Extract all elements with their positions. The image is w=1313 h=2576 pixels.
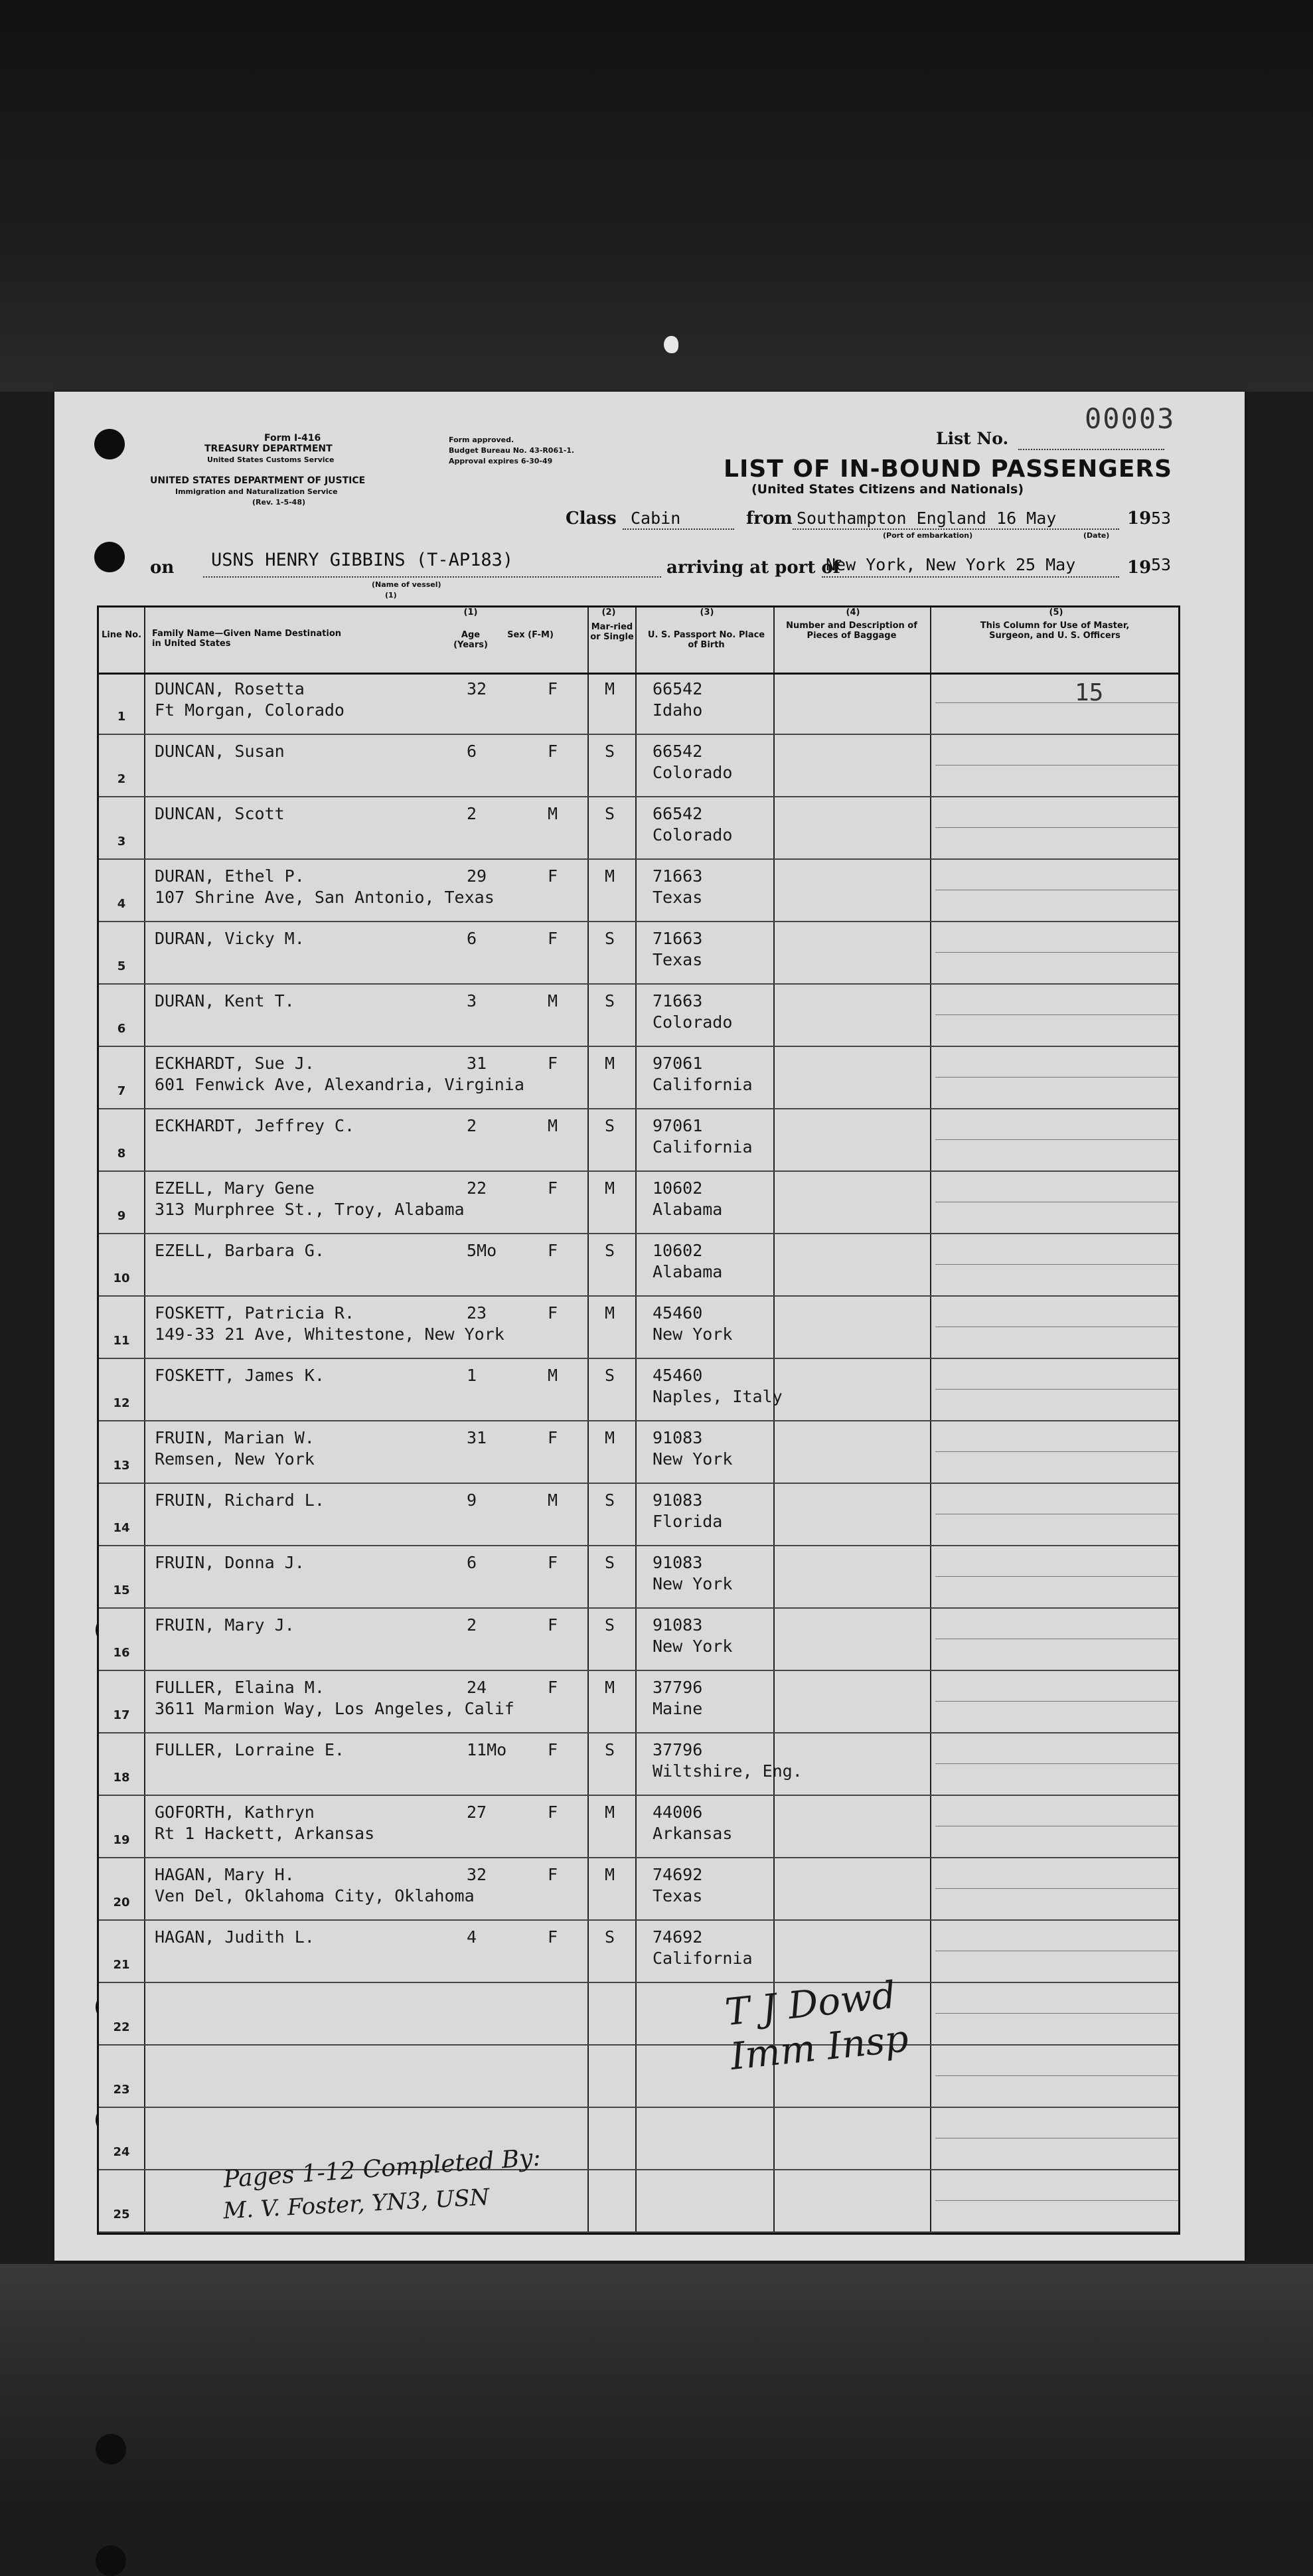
arrival-year-prefix: 19 [1127,558,1152,578]
class-label: Class [566,509,617,528]
marital-status: S [605,804,615,823]
from-year: 53 [1151,509,1172,528]
row-divider [99,1607,1178,1609]
marital-status: M [605,1303,615,1323]
passenger-age: 11Mo [467,1740,507,1759]
page-title: LIST OF IN-BOUND PASSENGERS [724,455,1173,483]
passport-number: 10602 [653,1178,703,1198]
line-number: 22 [113,2020,130,2034]
passenger-age: 4 [467,1927,477,1947]
passenger-sex: F [548,1553,558,1572]
passenger-age: 9 [467,1490,477,1510]
place-of-birth: Colorado [653,825,733,845]
place-of-birth: New York [653,1449,733,1469]
list-number-label: List No. [936,429,1009,448]
marital-status: S [605,1927,615,1947]
line-number: 24 [113,2145,130,2159]
table-row [99,1298,1178,1360]
passenger-name: HAGAN, Judith L. [155,1927,315,1947]
marital-status: S [605,1615,615,1635]
passenger-sex: F [548,1178,558,1198]
passenger-sex: M [548,1116,558,1135]
passenger-name: HAGAN, Mary H. [155,1865,295,1884]
place-of-birth: Colorado [653,1012,733,1032]
punch-hole [96,2434,126,2464]
passenger-destination: 313 Murphree St., Troy, Alabama [155,1200,465,1219]
passport-number: 74692 [653,1927,703,1947]
passenger-age: 6 [467,742,477,761]
row-divider [99,1046,1178,1047]
place-of-birth: Florida [653,1512,723,1531]
passport-number: 66542 [653,742,703,761]
row-subdivider [935,1576,1178,1577]
row-subdivider [935,2013,1178,2014]
passenger-name: FRUIN, Marian W. [155,1428,315,1447]
table-row [99,799,1178,861]
row-subdivider [935,1451,1178,1452]
passenger-destination: 107 Shrine Ave, San Antonio, Texas [155,888,495,907]
table-row [99,1360,1178,1423]
passenger-age: 32 [467,679,487,698]
passport-number: 37796 [653,1740,703,1759]
row-divider [99,1795,1178,1796]
passenger-age: 22 [467,1178,487,1198]
place-of-birth: Texas [653,888,703,907]
table-row [99,1797,1178,1860]
passport-number: 91083 [653,1490,703,1510]
passenger-age: 6 [467,1553,477,1572]
table-row [99,674,1178,736]
customs-service: United States Customs Service [207,455,335,464]
passenger-age: 31 [467,1054,487,1073]
passenger-name: EZELL, Barbara G. [155,1241,325,1260]
passenger-sex: M [548,1366,558,1385]
place-of-birth: Texas [653,950,703,969]
passenger-destination: Remsen, New York [155,1449,315,1469]
punch-hole [96,2545,126,2576]
line-number: 12 [113,1396,130,1410]
row-divider [99,1295,1178,1297]
passenger-sex: F [548,1927,558,1947]
place-of-birth: New York [653,1325,733,1344]
row-divider [99,1483,1178,1484]
passenger-sex: F [548,1241,558,1260]
list-number-stamp: 00003 [1085,402,1176,435]
form-revision: (Rev. 1-5-48) [252,498,306,507]
passenger-sex: F [548,1803,558,1822]
row-subdivider [935,1701,1178,1702]
table-row [99,2047,1178,2109]
passenger-destination: Ft Morgan, Colorado [155,700,345,720]
header-married: Mar-ried or Single [590,622,634,642]
line-number: 4 [117,897,126,911]
place-of-birth: Alabama [653,1262,723,1281]
list-number-line [1018,449,1164,450]
inspector-title: Imm Insp [728,2017,911,2079]
line-number: 14 [113,1521,130,1535]
passenger-name: ECKHARDT, Jeffrey C. [155,1116,355,1135]
scanner-background-bottom [0,2264,1313,2524]
header-baggage: Number and Description of Pieces of Baggage [786,621,917,641]
approval-line-2: Budget Bureau No. 43-R061-1. [449,446,575,455]
passenger-name: DUNCAN, Rosetta [155,679,305,698]
place-of-birth: Maine [653,1699,703,1718]
passenger-sex: F [548,929,558,948]
passenger-name: DURAN, Vicky M. [155,929,305,948]
row-divider [99,983,1178,985]
passenger-sex: F [548,1303,558,1323]
row-subdivider [935,1763,1178,1764]
marital-status: S [605,1366,615,1385]
passenger-age: 27 [467,1803,487,1822]
row-divider [99,796,1178,797]
passenger-name: ECKHARDT, Sue J. [155,1054,315,1073]
line-number: 3 [117,835,126,848]
passenger-age: 2 [467,1615,477,1635]
marital-status: S [605,929,615,948]
line-number: 23 [113,2083,130,2097]
row-subdivider [935,1888,1178,1889]
passenger-sex: F [548,1054,558,1073]
passenger-sex: F [548,1740,558,1759]
table-row [99,861,1178,924]
line-number: 2 [117,772,126,786]
passenger-age: 2 [467,804,477,823]
place-of-birth: California [653,1075,753,1094]
header-age: Age (Years) [453,630,488,650]
completed-by-note: Pages 1-12 Completed By: [222,2144,542,2194]
marital-status: M [605,1803,615,1822]
from-label: from [746,509,793,528]
place-of-birth: Arkansas [653,1824,733,1843]
embarkation-caption: (Port of embarkation) [883,531,973,540]
passenger-sex: F [548,742,558,761]
passport-number: 44006 [653,1803,703,1822]
place-of-birth: Naples, Italy [653,1387,783,1406]
page-subtitle: (United States Citizens and Nationals) [751,482,1024,497]
header-sex: Sex (F-M) [507,630,554,640]
passenger-sex: F [548,1865,558,1884]
on-label: on [150,558,175,578]
place-of-birth: California [653,1949,753,1968]
line-number: 20 [113,1895,130,1909]
row-divider [99,1420,1178,1421]
line-number: 15 [113,1583,130,1597]
passenger-age: 5Mo [467,1241,497,1260]
marital-status: M [605,1865,615,1884]
row-divider [99,1545,1178,1546]
line-number: 17 [113,1708,130,1722]
marital-status: S [605,1490,615,1510]
line-number: 19 [113,1833,130,1847]
passenger-destination: 149-33 21 Ave, Whitestone, New York [155,1325,504,1344]
marital-status: M [605,679,615,698]
passenger-name: FRUIN, Richard L. [155,1490,325,1510]
row-subdivider [935,2200,1178,2201]
passenger-name: DURAN, Kent T. [155,991,295,1010]
marital-status: M [605,1178,615,1198]
table-row [99,1423,1178,1485]
passenger-name: FOSKETT, James K. [155,1366,325,1385]
row-divider [99,1670,1178,1671]
row-divider [99,1233,1178,1234]
line-number: 8 [117,1147,126,1161]
passenger-sex: F [548,1678,558,1697]
table-row [99,986,1178,1048]
header-col-num-baggage: (4) [846,607,860,617]
marital-status: S [605,1740,615,1759]
passenger-name: GOFORTH, Kathryn [155,1803,315,1822]
passenger-age: 2 [467,1116,477,1135]
passport-number: 45460 [653,1303,703,1323]
passport-number: 37796 [653,1678,703,1697]
passenger-name: DUNCAN, Susan [155,742,285,761]
inspector-signature: T J Dowd [723,1973,898,2035]
passenger-name: FRUIN, Donna J. [155,1553,305,1572]
row-divider [99,1732,1178,1733]
passenger-destination: 601 Fenwick Ave, Alexandria, Virginia [155,1075,524,1094]
passenger-name: FULLER, Lorraine E. [155,1740,345,1759]
place-of-birth: New York [653,1637,733,1656]
line-number: 11 [113,1334,130,1348]
passenger-age: 23 [467,1303,487,1323]
dust-speck [664,336,678,353]
arrival-line [822,576,1119,578]
passport-number: 71663 [653,866,703,886]
header-officers: This Column for Use of Master, Surgeon, and U. S. Officers [980,621,1130,641]
marital-status: S [605,742,615,761]
row-subdivider [935,2075,1178,2076]
header-line-no: Line No. [101,630,142,640]
table-row [99,1236,1178,1298]
passport-number: 10602 [653,1241,703,1260]
from-line [793,528,1119,530]
passenger-sex: F [548,1615,558,1635]
passenger-age: 31 [467,1428,487,1447]
passport-number: 71663 [653,929,703,948]
table-row [99,736,1178,799]
passport-number: 91083 [653,1615,703,1635]
passport-number: 66542 [653,679,703,698]
class-value: Cabin [631,509,681,528]
passenger-age: 3 [467,991,477,1010]
passenger-name: DUNCAN, Scott [155,804,285,823]
line-number: 1 [117,710,126,724]
line-number: 10 [113,1271,130,1285]
treasury-dept: TREASURY DEPARTMENT [204,443,333,454]
passenger-destination: 3611 Marmion Way, Los Angeles, Calif [155,1699,514,1718]
table-row [99,1111,1178,1173]
marital-status: S [605,1116,615,1135]
passenger-table [97,605,1180,2235]
passenger-age: 24 [467,1678,487,1697]
passenger-name: FOSKETT, Patricia R. [155,1303,355,1323]
row-divider [99,2231,1178,2233]
passenger-age: 32 [467,1865,487,1884]
header-name: Family Name—Given Name Destination in United States [152,629,342,649]
embarkation-value: Southampton England 16 May [797,509,1057,528]
date-caption: (Date) [1083,531,1110,540]
passenger-age: 29 [467,866,487,886]
marital-status: S [605,1553,615,1572]
table-row [99,1860,1178,1922]
marital-status: M [605,1678,615,1697]
marital-status: M [605,1428,615,1447]
table-row [99,1922,1178,1984]
arriving-label: arriving at port of [666,558,840,578]
row-divider [99,2107,1178,2108]
officer-mark: 15 [1075,679,1104,706]
header-col-num-married: (2) [601,607,616,617]
marital-status: S [605,1241,615,1260]
place-of-birth: New York [653,1574,733,1593]
line-number: 21 [113,1958,130,1972]
approval-line-1: Form approved. [449,436,514,444]
table-row [99,1173,1178,1236]
line-number: 9 [117,1209,126,1223]
row-divider [99,2044,1178,2046]
row-subdivider [935,702,1178,703]
place-of-birth: Idaho [653,700,703,720]
row-subdivider [935,1014,1178,1015]
line-number: 13 [113,1459,130,1473]
passenger-name: EZELL, Mary Gene [155,1178,315,1198]
row-divider [99,1170,1178,1172]
row-divider [99,1919,1178,1921]
row-divider [99,1857,1178,1858]
passenger-name: FRUIN, Mary J. [155,1615,295,1635]
passenger-name: DURAN, Ethel P. [155,866,305,886]
place-of-birth: Colorado [653,763,733,782]
row-subdivider [935,827,1178,828]
place-of-birth: California [653,1137,753,1157]
row-subdivider [935,1264,1178,1265]
marital-status: M [605,866,615,886]
table-row [99,1485,1178,1548]
row-subdivider [935,1139,1178,1140]
table-row [99,1610,1178,1672]
punch-hole [94,542,125,572]
row-divider [99,734,1178,735]
scanner-background-top [0,0,1313,392]
from-year-prefix: 19 [1127,509,1152,528]
passenger-sex: F [548,679,558,698]
passenger-sex: M [548,804,558,823]
table-row [99,1548,1178,1610]
vessel-caption: (Name of vessel) [372,580,441,589]
completed-by-name: M. V. Foster, YN3, USN [222,2184,491,2225]
passenger-age: 6 [467,929,477,948]
line-number: 6 [117,1022,126,1036]
row-subdivider [935,952,1178,953]
place-of-birth: Alabama [653,1200,723,1219]
row-divider [99,921,1178,922]
row-divider [99,1108,1178,1109]
passport-number: 45460 [653,1366,703,1385]
arrival-year: 53 [1151,555,1172,574]
passenger-sex: F [548,1428,558,1447]
passport-number: 91083 [653,1553,703,1572]
form-number: Form I-416 [264,433,321,443]
passport-number: 91083 [653,1428,703,1447]
table-row [99,1735,1178,1797]
header-col-num-age: (1) [463,607,478,617]
table-row [99,1048,1178,1111]
table-row [99,924,1178,986]
punch-hole [94,429,125,459]
marital-status: M [605,1054,615,1073]
row-subdivider [935,1389,1178,1390]
row-divider [99,858,1178,860]
line-number: 5 [117,959,126,973]
header-col-num-officers: (5) [1049,607,1063,617]
line-number: 7 [117,1084,126,1098]
table-row [99,1672,1178,1735]
passport-number: 66542 [653,804,703,823]
passport-number: 71663 [653,991,703,1010]
header-passport: U. S. Passport No. Place of Birth [647,630,765,650]
place-of-birth: Wiltshire, Eng. [653,1761,803,1781]
vessel-col-number: (1) [385,591,397,600]
passenger-age: 1 [467,1366,477,1385]
arrival-port-value: New York, New York 25 May [826,555,1076,574]
line-number: 16 [113,1646,130,1660]
row-subdivider [935,1077,1178,1078]
justice-dept: UNITED STATES DEPARTMENT OF JUSTICE [150,475,366,486]
passenger-name: FULLER, Elaina M. [155,1678,325,1697]
table-row [99,2109,1178,2172]
passport-number: 97061 [653,1116,703,1135]
row-divider [99,1358,1178,1359]
passenger-destination: Ven Del, Oklahoma City, Oklahoma [155,1886,475,1905]
ins-service: Immigration and Naturalization Service [175,487,338,496]
vessel-line [203,576,661,578]
passenger-destination: Rt 1 Hackett, Arkansas [155,1824,375,1843]
passenger-sex: M [548,1490,558,1510]
vessel-name: USNS HENRY GIBBINS (T-AP183) [211,550,514,570]
approval-line-3: Approval expires 6-30-49 [449,457,553,465]
row-divider [99,1982,1178,1983]
marital-status: S [605,991,615,1010]
header-col-num-passport: (3) [700,607,714,617]
passenger-sex: F [548,866,558,886]
class-line [623,528,734,530]
line-number: 25 [113,2208,130,2221]
passenger-sex: M [548,991,558,1010]
passport-number: 74692 [653,1865,703,1884]
line-number: 18 [113,1771,130,1785]
place-of-birth: Texas [653,1886,703,1905]
table-row [99,1984,1178,2047]
passport-number: 97061 [653,1054,703,1073]
